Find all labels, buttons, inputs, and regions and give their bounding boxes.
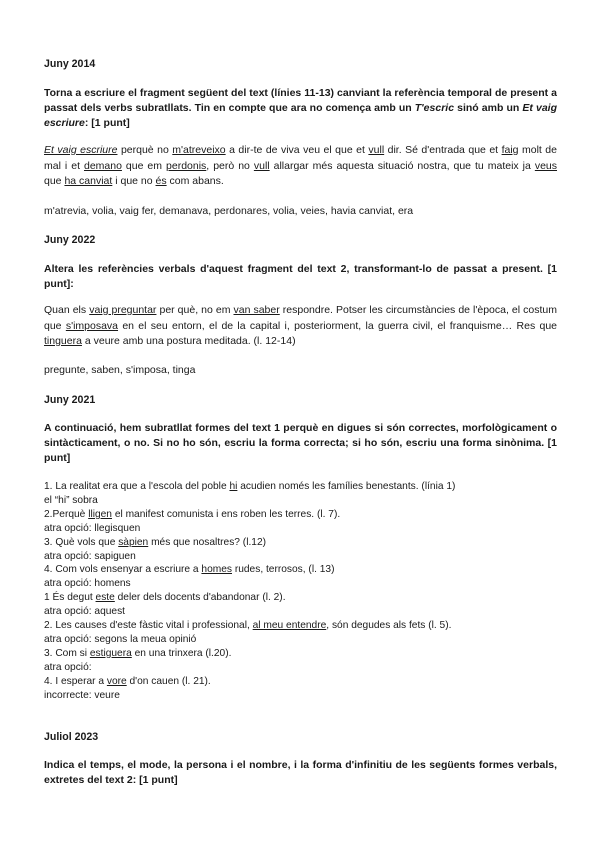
question-2023: Indica el temps, el mode, la persona i el nombre, i la forma d'infinitiu de les següents formes verbals, extretes del text 2: [1 punt] [44,759,557,786]
list-item: 2.Perquè lligen el manifest comunista i ens roben les terres. (l. 7). [44,508,341,520]
list-item: 1. La realitat era que a l'escola del poble hi acudien només les famílies benestants. (línia 1) [44,481,456,492]
list-item: 4. Com vols ensenyar a escriure a homes rudes, terrosos, (l. 13) [44,564,335,576]
list-item-note: atra opció: llegisquen [44,522,141,534]
list-item: 4. I esperar a vore d'on cauen (l. 21). [44,675,211,687]
answer-2014: m'atrevia, volia, vaig fer, demanava, perdonares, volia, veies, havia canviat, era [44,205,414,217]
question-2022: Altera les referències verbals d'aquest fragment del text 2, transformant-lo de passat a present. [1 punt]: [44,263,557,290]
list-item: 1 És degut este deler dels docents d'abandonar (l. 2). [44,592,286,604]
list-item: 3. Què vols que sàpien més que nosaltres? (l.12) [44,536,267,548]
list-item-note: atra opció: segons la meua opinió [44,633,197,645]
list-item-note: el “hi” sobra [44,494,98,506]
list-item: 3. Com si estiguera en una trinxera (l.20). [44,647,232,659]
list-item-note: atra opció: [44,661,92,673]
list-item-note: atra opció: sapiguen [44,550,136,562]
list-item-note: atra opció: homens [44,578,131,590]
section-date-2023: Juliol 2023 [44,731,99,743]
items-2021 [44,480,557,703]
section-date-2021: Juny 2021 [44,394,96,406]
answer-2022: pregunte, saben, s'imposa, tinga [44,364,196,376]
list-item-note: incorrecte: veure [44,689,120,701]
section-date-2022: Juny 2022 [44,234,96,246]
question-2014: Torna a escriure el fragment següent del text (línies 11-13) canviant la referència temporal de present a passat dels verbs subratllats. Tin en compte que ara no comença amb un T'escric sinó amb un Et vaig escriure: [1 punt] [44,87,557,129]
passage-2014: Et vaig escriure perquè no m'atreveixo a dir-te de viva veu el que et vull dir. Sé d'entrada que et faig molt de mal i et demano que em perdonis, però no vull allargar més aquesta situació nostra, que tu mateix ja veus que ha canviat i que no és com abans. [44,144,558,187]
question-2021: A continuació, hem subratllat formes del text 1 perquè en digues si són correctes, morfològicament o sintàcticament, o no. Si no ho són, escriu la forma correcta; si ho són, escriu una forma sinònima. [1 punt] [44,422,557,464]
section-date-2014: Juny 2014 [44,58,96,70]
list-item: 2. Les causes d'este fàstic vital i professional, al meu entendre, són degudes als fets (l. 5). [44,620,452,632]
passage-2022: Quan els vaig preguntar per què, no em van saber respondre. Potser les circumstàncies de l'època, el costum que s'imposava en el seu entorn, el de la capital i, posteriorment, la guerra civil, el franquisme… Res que tinguera a veure amb una postura meditada. (l. 12-14) [44,304,558,347]
list-item-note: atra opció: aquest [44,606,125,618]
